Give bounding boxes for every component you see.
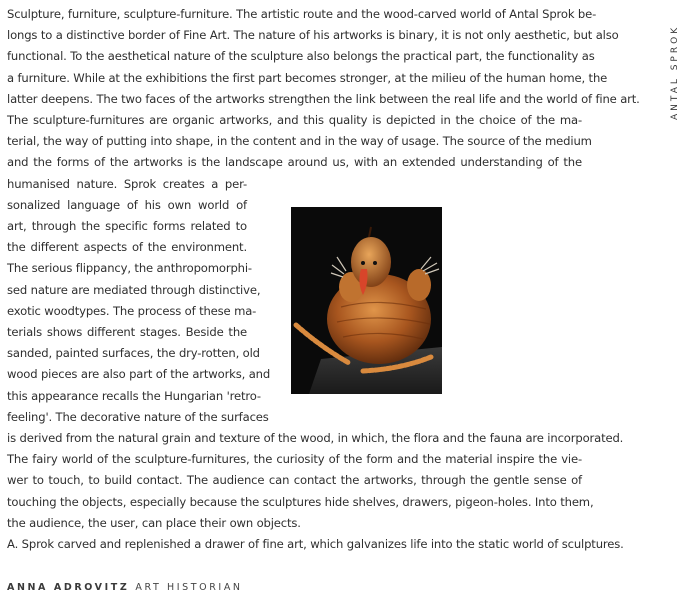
text-line: The fairy world of the sculpture-furnitures, the curiosity of the form and the material inspire the vie- xyxy=(7,452,582,467)
text-line: terials shows different stages. Beside the xyxy=(7,325,247,339)
text-line: terial, the way of putting into shape, in the content and in the way of usage. The source of the medium xyxy=(7,134,592,149)
text-line: the different aspects of the environment. xyxy=(7,240,247,255)
text-line: sanded, painted surfaces, the dry-rotten, old xyxy=(7,346,260,361)
text-line: touching the objects, especially because the sculptures hide shelves, drawers, pigeon-holes. Into them, xyxy=(7,494,594,509)
text-line: latter deepens. The two faces of the artworks strengthen the link between the real life and the world of fine art. xyxy=(7,91,640,106)
text-line: this appearance recalls the Hungarian 'retro- xyxy=(7,388,261,403)
text-line: functional. To the aesthetical nature of the sculpture also belongs the practical part, the functionality as xyxy=(7,49,595,64)
artist-name-vertical xyxy=(670,4,684,120)
text-line: sonalized language of his own world of xyxy=(7,197,247,212)
text-line: Sculpture, furniture, sculpture-furniture. The artistic route and the wood-carved world of Antal Sprok be- xyxy=(7,7,597,21)
text-line: wer to touch, to build contact. The audience can contact the artworks, through the gentle sense of xyxy=(7,473,582,488)
text-line: the audience, the user, can place their own objects. xyxy=(7,515,301,530)
text-line: humanised nature. Sprok creates a per- xyxy=(7,176,247,191)
byline xyxy=(7,582,243,593)
text-line: art, through the specific forms related to xyxy=(7,219,247,233)
text-line: longs to a distinctive border of Fine Art. The nature of his artworks is binary, it is not only aesthetic, but also xyxy=(7,28,619,43)
text-line: a furniture. While at the exhibitions the first part becomes stronger, at the milieu of the human home, the xyxy=(7,70,608,85)
text-line: A. Sprok carved and replenished a drawer of fine art, which galvanizes life into the static world of sculptures. xyxy=(7,537,624,551)
text-line: exotic woodtypes. The process of these ma- xyxy=(7,303,257,318)
text-line: sed nature are mediated through distinctive, xyxy=(7,282,261,297)
sculpture-photo xyxy=(291,207,442,394)
text-line: The sculpture-furnitures are organic artworks, and this quality is depicted in the choice of the ma- xyxy=(7,113,582,127)
text-line: and the forms of the artworks is the landscape around us, with an extended understanding of the xyxy=(7,155,582,170)
text-line: is derived from the natural grain and texture of the wood, in which, the flora and the fauna are incorporated. xyxy=(7,431,624,445)
side-label: ANTAL SPROK xyxy=(670,24,680,120)
wooden-bird-sculpture-image xyxy=(291,207,442,394)
text-line: wood pieces are also part of the artworks, and xyxy=(7,367,271,382)
author-name: ANNA ADROVITZ xyxy=(7,582,130,593)
author-role: ART HISTORIAN xyxy=(135,582,243,593)
text-line: The serious flippancy, the anthropomorphi- xyxy=(7,261,252,276)
text-line: feeling'. The decorative nature of the surfaces xyxy=(7,409,269,424)
